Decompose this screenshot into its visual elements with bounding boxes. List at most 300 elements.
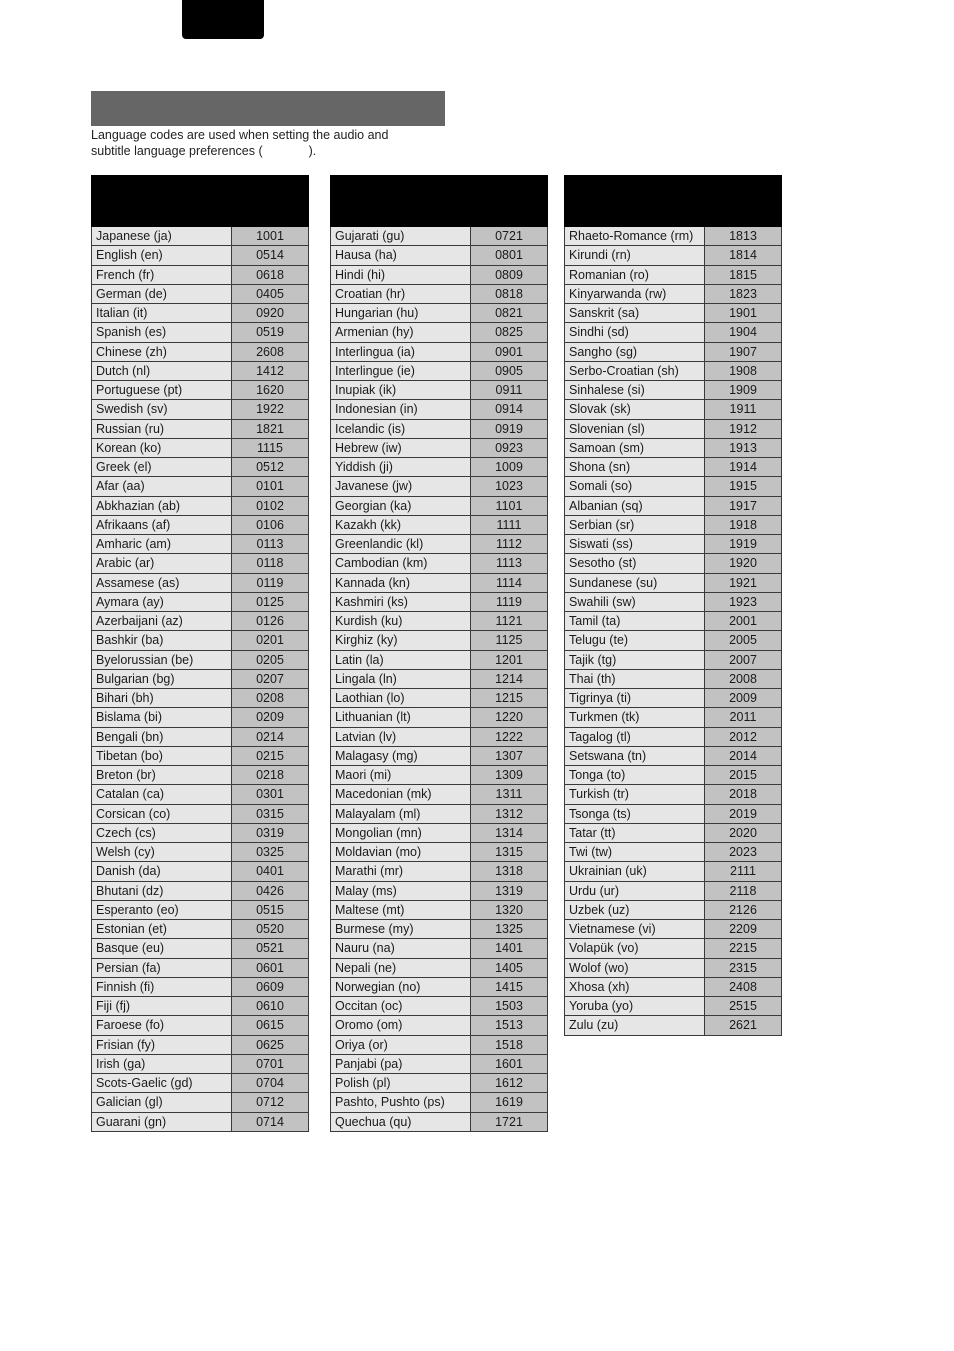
table-row	[92, 920, 309, 939]
language-code: 1115	[232, 438, 309, 457]
table-row	[92, 958, 309, 977]
language-name: Afar (aa)	[92, 477, 232, 496]
language-code: 1309	[471, 766, 548, 785]
language-name: Ukrainian (uk)	[565, 862, 705, 881]
language-code: 1503	[471, 997, 548, 1016]
language-name: Shona (sn)	[565, 458, 705, 477]
language-code: 0610	[232, 997, 309, 1016]
language-name: Turkish (tr)	[565, 785, 705, 804]
table-row	[331, 477, 548, 496]
language-name: French (fr)	[92, 265, 232, 284]
language-code-table-2	[330, 175, 548, 1132]
language-code: 1908	[705, 361, 782, 380]
language-code: 1023	[471, 477, 548, 496]
language-code: 1923	[705, 592, 782, 611]
language-name: English (en)	[92, 246, 232, 265]
language-name: Burmese (my)	[331, 920, 471, 939]
language-name: Azerbaijani (az)	[92, 612, 232, 631]
language-name: Swahili (sw)	[565, 592, 705, 611]
language-code: 1311	[471, 785, 548, 804]
table-row	[565, 727, 782, 746]
language-code: 0601	[232, 958, 309, 977]
language-code: 0205	[232, 650, 309, 669]
language-name: Setswana (tn)	[565, 746, 705, 765]
table-row	[331, 862, 548, 881]
table-row	[331, 1074, 548, 1093]
table-row	[565, 573, 782, 592]
table-row	[92, 1054, 309, 1073]
language-code: 0825	[471, 323, 548, 342]
language-code: 1125	[471, 631, 548, 650]
language-code: 0905	[471, 361, 548, 380]
language-code: 1119	[471, 592, 548, 611]
language-name: Tibetan (bo)	[92, 746, 232, 765]
language-name: Javanese (jw)	[331, 477, 471, 496]
language-code: 0207	[232, 669, 309, 688]
table-row	[92, 515, 309, 534]
language-code: 0818	[471, 284, 548, 303]
intro-line-1: Language codes are used when setting the audio and	[91, 128, 389, 142]
table-row	[92, 1035, 309, 1054]
language-name: Russian (ru)	[92, 419, 232, 438]
language-code: 0401	[232, 862, 309, 881]
table-row	[565, 766, 782, 785]
language-name: Pashto, Pushto (ps)	[331, 1093, 471, 1112]
table-row	[565, 900, 782, 919]
table-row	[331, 265, 548, 284]
language-code: 0119	[232, 573, 309, 592]
language-name: Interlingue (ie)	[331, 361, 471, 380]
language-code: 1009	[471, 458, 548, 477]
table-row	[565, 438, 782, 457]
language-code: 1312	[471, 804, 548, 823]
language-code: 2007	[705, 650, 782, 669]
table-row	[565, 381, 782, 400]
language-code: 1214	[471, 669, 548, 688]
language-name: Malagasy (mg)	[331, 746, 471, 765]
table-row	[331, 227, 548, 246]
table-row	[331, 708, 548, 727]
language-code: 2126	[705, 900, 782, 919]
language-name: Welsh (cy)	[92, 843, 232, 862]
header-code	[705, 176, 782, 227]
language-name: Tagalog (tl)	[565, 727, 705, 746]
language-name: Lingala (ln)	[331, 669, 471, 688]
table-row	[565, 515, 782, 534]
language-name: Yiddish (ji)	[331, 458, 471, 477]
table-row	[92, 246, 309, 265]
language-name: Kurdish (ku)	[331, 612, 471, 631]
language-name: Vietnamese (vi)	[565, 920, 705, 939]
table-row	[565, 246, 782, 265]
language-code: 1201	[471, 650, 548, 669]
language-name: Greek (el)	[92, 458, 232, 477]
language-code: 0125	[232, 592, 309, 611]
language-code: 0214	[232, 727, 309, 746]
language-code: 0201	[232, 631, 309, 650]
table-row	[92, 477, 309, 496]
table-row	[331, 438, 548, 457]
language-name: Nepali (ne)	[331, 958, 471, 977]
language-code: 0521	[232, 939, 309, 958]
language-code: 0101	[232, 477, 309, 496]
language-name: Greenlandic (kl)	[331, 535, 471, 554]
language-name: Fiji (fj)	[92, 997, 232, 1016]
table-row	[565, 361, 782, 380]
language-name: Tsonga (ts)	[565, 804, 705, 823]
table-row	[92, 746, 309, 765]
language-code: 1620	[232, 381, 309, 400]
language-code: 1913	[705, 438, 782, 457]
language-code: 1121	[471, 612, 548, 631]
language-name: Bulgarian (bg)	[92, 669, 232, 688]
language-name: Indonesian (in)	[331, 400, 471, 419]
header-language	[331, 176, 471, 227]
language-name: Portuguese (pt)	[92, 381, 232, 400]
language-code: 1919	[705, 535, 782, 554]
language-code: 1215	[471, 689, 548, 708]
table-row	[92, 862, 309, 881]
language-name: Abkhazian (ab)	[92, 496, 232, 515]
table-row	[92, 535, 309, 554]
language-code: 1320	[471, 900, 548, 919]
language-code-table-3	[564, 175, 782, 1036]
table-row	[565, 804, 782, 823]
language-code: 1315	[471, 843, 548, 862]
table-row	[565, 977, 782, 996]
language-name: Hausa (ha)	[331, 246, 471, 265]
language-name: Lithuanian (lt)	[331, 708, 471, 727]
table-row	[331, 727, 548, 746]
language-name: Tamil (ta)	[565, 612, 705, 631]
language-code: 0520	[232, 920, 309, 939]
language-code: 0911	[471, 381, 548, 400]
table-row	[92, 400, 309, 419]
language-code: 0615	[232, 1016, 309, 1035]
intro-line-2	[91, 144, 451, 160]
table-row	[565, 1016, 782, 1035]
language-code: 1222	[471, 727, 548, 746]
language-name: Sinhalese (si)	[565, 381, 705, 400]
language-name: Finnish (fi)	[92, 977, 232, 996]
language-code: 1101	[471, 496, 548, 515]
language-code: 0821	[471, 304, 548, 323]
language-name: Rhaeto-Romance (rm)	[565, 227, 705, 246]
language-code: 0319	[232, 823, 309, 842]
language-name: Serbo-Croatian (sh)	[565, 361, 705, 380]
table-row	[565, 958, 782, 977]
language-name: Sindhi (sd)	[565, 323, 705, 342]
language-code: 1318	[471, 862, 548, 881]
language-name: German (de)	[92, 284, 232, 303]
table-row	[331, 496, 548, 515]
language-name: Malay (ms)	[331, 881, 471, 900]
language-code: 1113	[471, 554, 548, 573]
language-name: Panjabi (pa)	[331, 1054, 471, 1073]
language-code: 1112	[471, 535, 548, 554]
language-code: 0801	[471, 246, 548, 265]
table-row	[92, 669, 309, 688]
table-row	[92, 284, 309, 303]
table-row	[565, 746, 782, 765]
table-row	[92, 766, 309, 785]
table-row	[92, 612, 309, 631]
table-row	[92, 1112, 309, 1131]
language-code: 2014	[705, 746, 782, 765]
language-name: Kirundi (rn)	[565, 246, 705, 265]
table-row	[92, 900, 309, 919]
table-row	[331, 804, 548, 823]
language-name: Bihari (bh)	[92, 689, 232, 708]
table-header	[331, 176, 548, 227]
language-code: 1314	[471, 823, 548, 842]
language-code: 0919	[471, 419, 548, 438]
language-name: Nauru (na)	[331, 939, 471, 958]
language-code: 0704	[232, 1074, 309, 1093]
table-row	[92, 381, 309, 400]
table-row	[565, 939, 782, 958]
header-code	[471, 176, 548, 227]
language-code: 1918	[705, 515, 782, 534]
language-name: Sesotho (st)	[565, 554, 705, 573]
language-name: Chinese (zh)	[92, 342, 232, 361]
language-code: 2111	[705, 862, 782, 881]
table-row	[331, 342, 548, 361]
language-name: Italian (it)	[92, 304, 232, 323]
language-name: Thai (th)	[565, 669, 705, 688]
language-code: 0426	[232, 881, 309, 900]
language-code: 1325	[471, 920, 548, 939]
language-code: 1220	[471, 708, 548, 727]
language-code: 2408	[705, 977, 782, 996]
language-code: 0914	[471, 400, 548, 419]
table-row	[331, 573, 548, 592]
table-row	[565, 843, 782, 862]
table-row	[331, 843, 548, 862]
language-name: Inupiak (ik)	[331, 381, 471, 400]
table-row	[565, 997, 782, 1016]
language-name: Sundanese (su)	[565, 573, 705, 592]
table-row	[92, 708, 309, 727]
language-code: 1518	[471, 1035, 548, 1054]
language-code: 1415	[471, 977, 548, 996]
language-code: 0512	[232, 458, 309, 477]
header-language	[565, 176, 705, 227]
language-name: Croatian (hr)	[331, 284, 471, 303]
table-header	[565, 176, 782, 227]
language-code: 0315	[232, 804, 309, 823]
language-name: Corsican (co)	[92, 804, 232, 823]
language-name: Zulu (zu)	[565, 1016, 705, 1035]
language-name: Persian (fa)	[92, 958, 232, 977]
language-name: Telugu (te)	[565, 631, 705, 650]
table-row	[331, 304, 548, 323]
language-code: 1815	[705, 265, 782, 284]
language-code: 1111	[471, 515, 548, 534]
language-code: 2015	[705, 766, 782, 785]
language-name: Yoruba (yo)	[565, 997, 705, 1016]
language-name: Interlingua (ia)	[331, 342, 471, 361]
table-row	[331, 785, 548, 804]
language-code: 1319	[471, 881, 548, 900]
language-name: Catalan (ca)	[92, 785, 232, 804]
table-row	[565, 496, 782, 515]
language-code: 0301	[232, 785, 309, 804]
table-row	[92, 361, 309, 380]
table-row	[565, 785, 782, 804]
language-name: Assamese (as)	[92, 573, 232, 592]
language-code: 0209	[232, 708, 309, 727]
table-row	[92, 823, 309, 842]
language-code: 0901	[471, 342, 548, 361]
table-row	[331, 535, 548, 554]
language-code: 0625	[232, 1035, 309, 1054]
language-code: 1921	[705, 573, 782, 592]
table-row	[565, 419, 782, 438]
language-name: Twi (tw)	[565, 843, 705, 862]
language-name: Turkmen (tk)	[565, 708, 705, 727]
language-name: Galician (gl)	[92, 1093, 232, 1112]
table-row	[565, 708, 782, 727]
language-name: Occitan (oc)	[331, 997, 471, 1016]
table-row	[565, 669, 782, 688]
language-name: Faroese (fo)	[92, 1016, 232, 1035]
language-name: Slovenian (sl)	[565, 419, 705, 438]
language-code: 0721	[471, 227, 548, 246]
language-name: Laothian (lo)	[331, 689, 471, 708]
table-row	[331, 361, 548, 380]
language-name: Xhosa (xh)	[565, 977, 705, 996]
language-name: Bhutani (dz)	[92, 881, 232, 900]
table-row	[565, 477, 782, 496]
language-name: Gujarati (gu)	[331, 227, 471, 246]
table-row	[92, 977, 309, 996]
table-row	[92, 304, 309, 323]
language-code: 1917	[705, 496, 782, 515]
table-row	[565, 304, 782, 323]
table-row	[565, 554, 782, 573]
table-row	[331, 823, 548, 842]
language-code: 2011	[705, 708, 782, 727]
table-row	[331, 1112, 548, 1131]
language-name: Japanese (ja)	[92, 227, 232, 246]
table-row	[92, 1016, 309, 1035]
table-row	[565, 265, 782, 284]
language-name: Bislama (bi)	[92, 708, 232, 727]
table-row	[331, 650, 548, 669]
table-row	[331, 977, 548, 996]
language-code: 1907	[705, 342, 782, 361]
table-row	[92, 265, 309, 284]
table-row	[92, 227, 309, 246]
language-name: Tigrinya (ti)	[565, 689, 705, 708]
language-code: 0405	[232, 284, 309, 303]
language-code: 0618	[232, 265, 309, 284]
table-row	[92, 689, 309, 708]
language-name: Swedish (sv)	[92, 400, 232, 419]
table-row	[565, 400, 782, 419]
table-row	[92, 323, 309, 342]
language-code: 1821	[232, 419, 309, 438]
language-code: 0712	[232, 1093, 309, 1112]
header-language	[92, 176, 232, 227]
table-row	[331, 612, 548, 631]
language-name: Somali (so)	[565, 477, 705, 496]
language-code: 1405	[471, 958, 548, 977]
language-code: 0514	[232, 246, 309, 265]
language-code: 2020	[705, 823, 782, 842]
language-code: 1920	[705, 554, 782, 573]
language-name: Norwegian (no)	[331, 977, 471, 996]
table-row	[565, 631, 782, 650]
header-code	[232, 176, 309, 227]
language-name: Latvian (lv)	[331, 727, 471, 746]
table-row	[331, 689, 548, 708]
table-row	[331, 419, 548, 438]
table-row	[92, 650, 309, 669]
language-name: Uzbek (uz)	[565, 900, 705, 919]
language-name: Kinyarwanda (rw)	[565, 284, 705, 303]
language-name: Guarani (gn)	[92, 1112, 232, 1131]
table-row	[92, 573, 309, 592]
language-code: 0923	[471, 438, 548, 457]
language-code: 2608	[232, 342, 309, 361]
table-row	[331, 958, 548, 977]
language-code: 0102	[232, 496, 309, 515]
language-code: 2001	[705, 612, 782, 631]
table-row	[565, 535, 782, 554]
language-name: Dutch (nl)	[92, 361, 232, 380]
table-row	[565, 284, 782, 303]
table-row	[565, 592, 782, 611]
language-name: Bengali (bn)	[92, 727, 232, 746]
language-code: 1914	[705, 458, 782, 477]
language-code: 1619	[471, 1093, 548, 1112]
language-name: Albanian (sq)	[565, 496, 705, 515]
table-row	[331, 881, 548, 900]
language-name: Tonga (to)	[565, 766, 705, 785]
language-name: Tatar (tt)	[565, 823, 705, 842]
language-name: Hindi (hi)	[331, 265, 471, 284]
language-name: Danish (da)	[92, 862, 232, 881]
language-code: 1721	[471, 1112, 548, 1131]
table-row	[565, 227, 782, 246]
language-name: Marathi (mr)	[331, 862, 471, 881]
table-row	[92, 997, 309, 1016]
language-name: Hungarian (hu)	[331, 304, 471, 323]
table-row	[331, 381, 548, 400]
language-name: Icelandic (is)	[331, 419, 471, 438]
language-code: 1307	[471, 746, 548, 765]
language-code: 0714	[232, 1112, 309, 1131]
table-row	[565, 920, 782, 939]
language-name: Basque (eu)	[92, 939, 232, 958]
language-code: 1412	[232, 361, 309, 380]
language-code: 1911	[705, 400, 782, 419]
language-code: 1922	[232, 400, 309, 419]
language-code: 1904	[705, 323, 782, 342]
table-row	[331, 1093, 548, 1112]
table-row	[92, 342, 309, 361]
language-name: Bashkir (ba)	[92, 631, 232, 650]
language-name: Urdu (ur)	[565, 881, 705, 900]
language-code: 0609	[232, 977, 309, 996]
language-name: Oromo (om)	[331, 1016, 471, 1035]
language-code: 1814	[705, 246, 782, 265]
language-name: Moldavian (mo)	[331, 843, 471, 862]
intro-text	[91, 128, 451, 159]
language-code: 2215	[705, 939, 782, 958]
